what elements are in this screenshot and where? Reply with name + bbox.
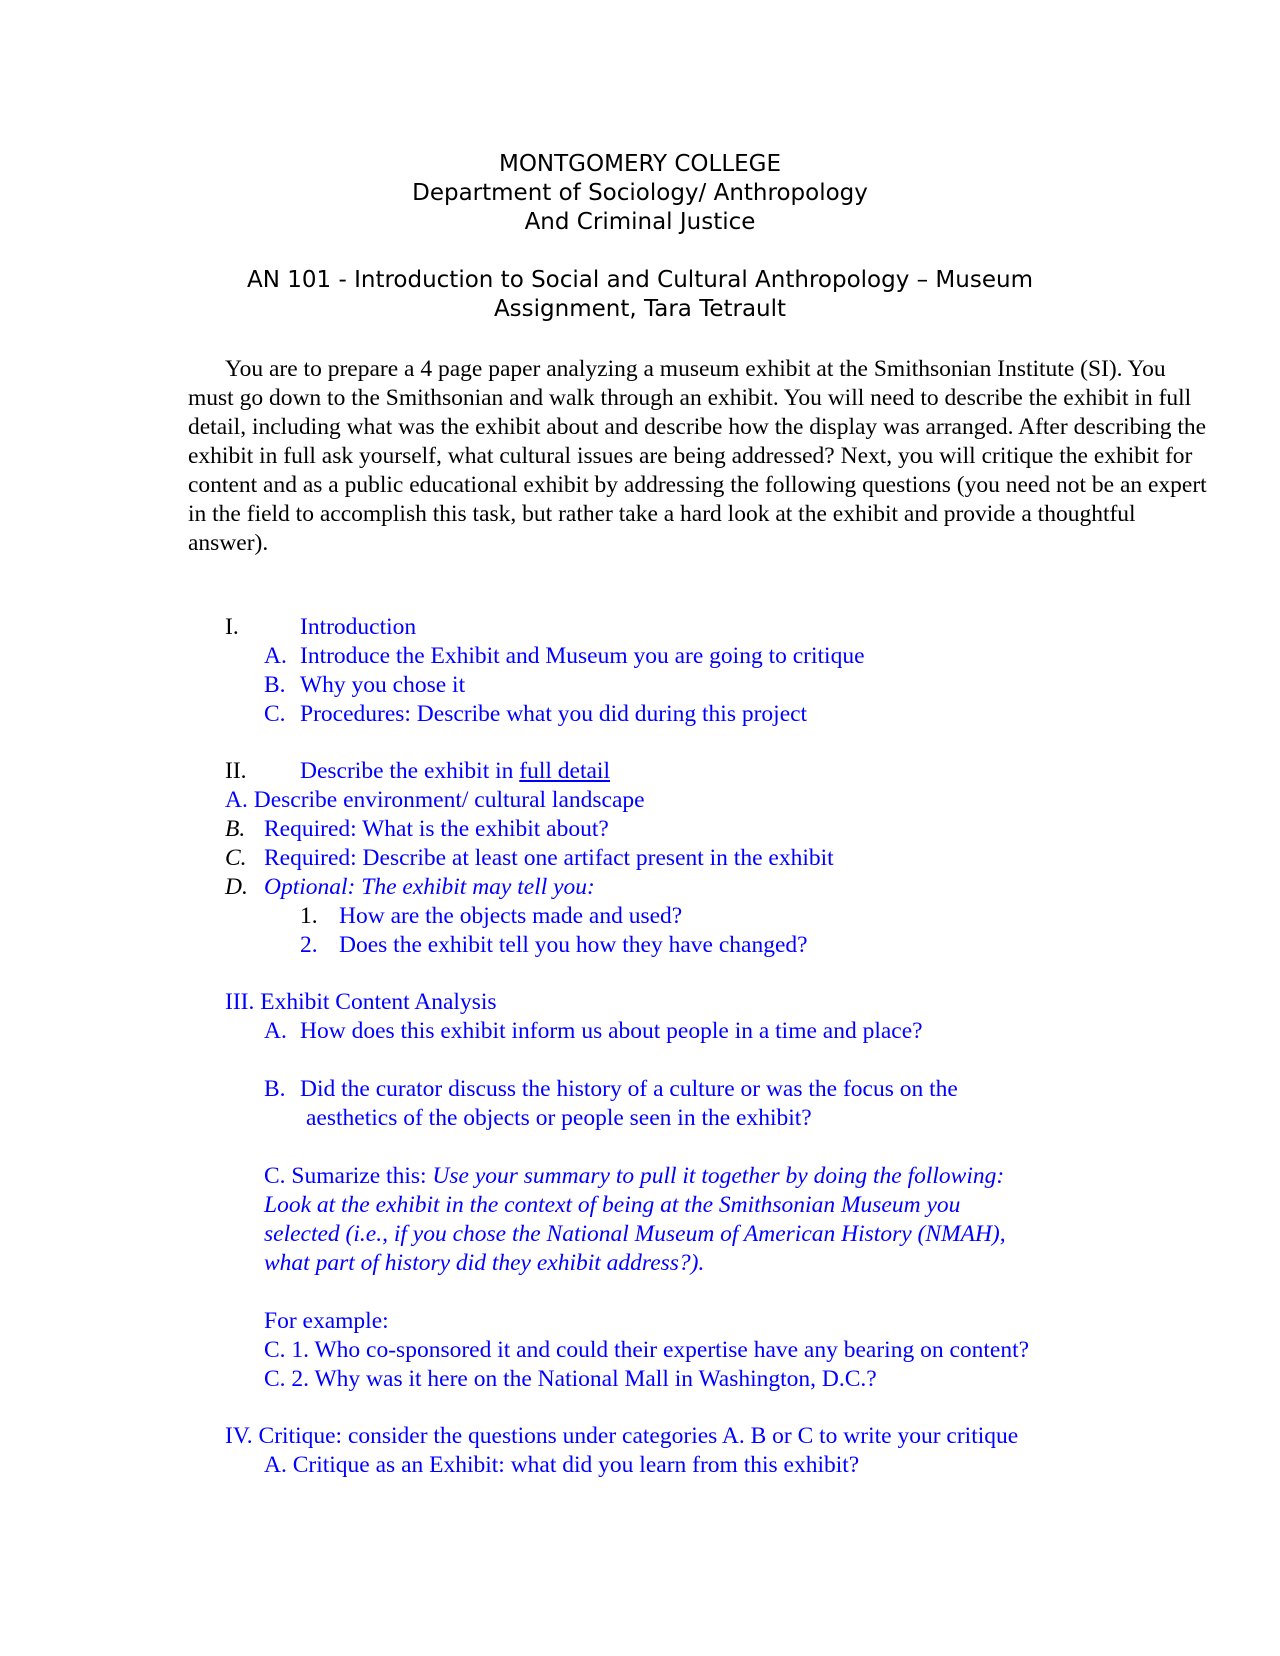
section-2-number: II. xyxy=(225,758,247,784)
section-3b-marker: B. xyxy=(264,1076,286,1102)
section-2a-text: A. Describe environment/ cultural landscape xyxy=(225,787,645,813)
section-2c-marker: C. xyxy=(225,845,247,871)
course-title-line2: Assignment, Tara Tetrault xyxy=(493,296,787,322)
intro-paragraph: You are to prepare a 4 page paper analyzing a museum exhibit at the Smithsonian Institute (SI). You must go down to the Smithsonian and walk through an exhibit. You will need to describe the exhibit in full detail, including what was the exhibit about and describe how the display was arranged. After describing the exhibit in full ask yourself, what cultural issues are being addressed? Next, you will critique the exhibit for content and as a public educational exhibit by addressing the following questions (you need not be an expert in the field to accomplish this task, but rather take a hard look at the exhibit and provide a thoughtful answer). xyxy=(188,356,1207,556)
section-1c-text: Procedures: Describe what you did during this project xyxy=(300,701,808,727)
section-3a-text: How does this exhibit inform us about people in a time and place? xyxy=(300,1018,923,1044)
course-title-line1: AN 101 - Introduction to Social and Cultural Anthropology – Museum xyxy=(247,267,1033,293)
section-3b-text-line1: Did the curator discuss the history of a culture or was the focus on the xyxy=(300,1076,958,1102)
section-1a-marker: A. xyxy=(264,643,287,669)
section-1b-text: Why you chose it xyxy=(300,672,466,698)
section-2-title-text: Describe the exhibit in xyxy=(300,758,520,784)
section-3-title: III. Exhibit Content Analysis xyxy=(225,989,497,1015)
section-2b-marker: B. xyxy=(225,816,246,842)
section-2d2-marker: 2. xyxy=(300,932,318,958)
section-1b-marker: B. xyxy=(264,672,286,698)
section-2d2-text: Does the exhibit tell you how they have changed? xyxy=(339,932,808,958)
section-1-number: I. xyxy=(225,614,239,640)
section-2d-marker: D. xyxy=(225,874,248,900)
section-4a-text: A. Critique as an Exhibit: what did you learn from this exhibit? xyxy=(264,1452,860,1478)
section-2d-text: Optional: The exhibit may tell you: xyxy=(264,874,595,900)
section-3c-line3: selected (i.e., if you chose the National Museum of American History (NMAH), xyxy=(264,1221,1006,1247)
section-1a-text: Introduce the Exhibit and Museum you are going to critique xyxy=(300,643,865,669)
section-3c-line2: Look at the exhibit in the context of being at the Smithsonian Museum you xyxy=(264,1192,961,1218)
section-3c-line1 xyxy=(264,1162,1004,1191)
section-2d1-text: How are the objects made and used? xyxy=(339,903,683,929)
section-2c-text: Required: Describe at least one artifact present in the exhibit xyxy=(264,845,834,871)
section-2b-text: Required: What is the exhibit about? xyxy=(264,816,609,842)
section-2d1-marker: 1. xyxy=(300,903,318,929)
department-subtitle: And Criminal Justice xyxy=(524,209,756,235)
section-2-title-underlined: full detail xyxy=(519,758,610,784)
section-3b-text-line2: aesthetics of the objects or people seen in the exhibit? xyxy=(306,1105,812,1131)
section-4-title: IV. Critique: consider the questions under categories A. B or C to write your critique xyxy=(225,1423,1019,1449)
section-3c-label: C. Sumarize this: xyxy=(264,1163,433,1189)
section-3c-instruction: Use your summary to pull it together by doing the following: xyxy=(432,1163,1005,1189)
section-3a-marker: A. xyxy=(264,1018,287,1044)
section-1c-marker: C. xyxy=(264,701,286,727)
college-title: MONTGOMERY COLLEGE xyxy=(498,151,782,177)
example-c1: C. 1. Who co-sponsored it and could their expertise have any bearing on content? xyxy=(264,1337,1030,1363)
section-2-title xyxy=(300,757,610,786)
section-1-title: Introduction xyxy=(300,614,417,640)
example-c2: C. 2. Why was it here on the National Mall in Washington, D.C.? xyxy=(264,1366,877,1392)
section-3c-line4: what part of history did they exhibit address?). xyxy=(264,1250,705,1276)
department-title: Department of Sociology/ Anthropology xyxy=(412,180,868,206)
example-label: For example: xyxy=(264,1308,389,1334)
